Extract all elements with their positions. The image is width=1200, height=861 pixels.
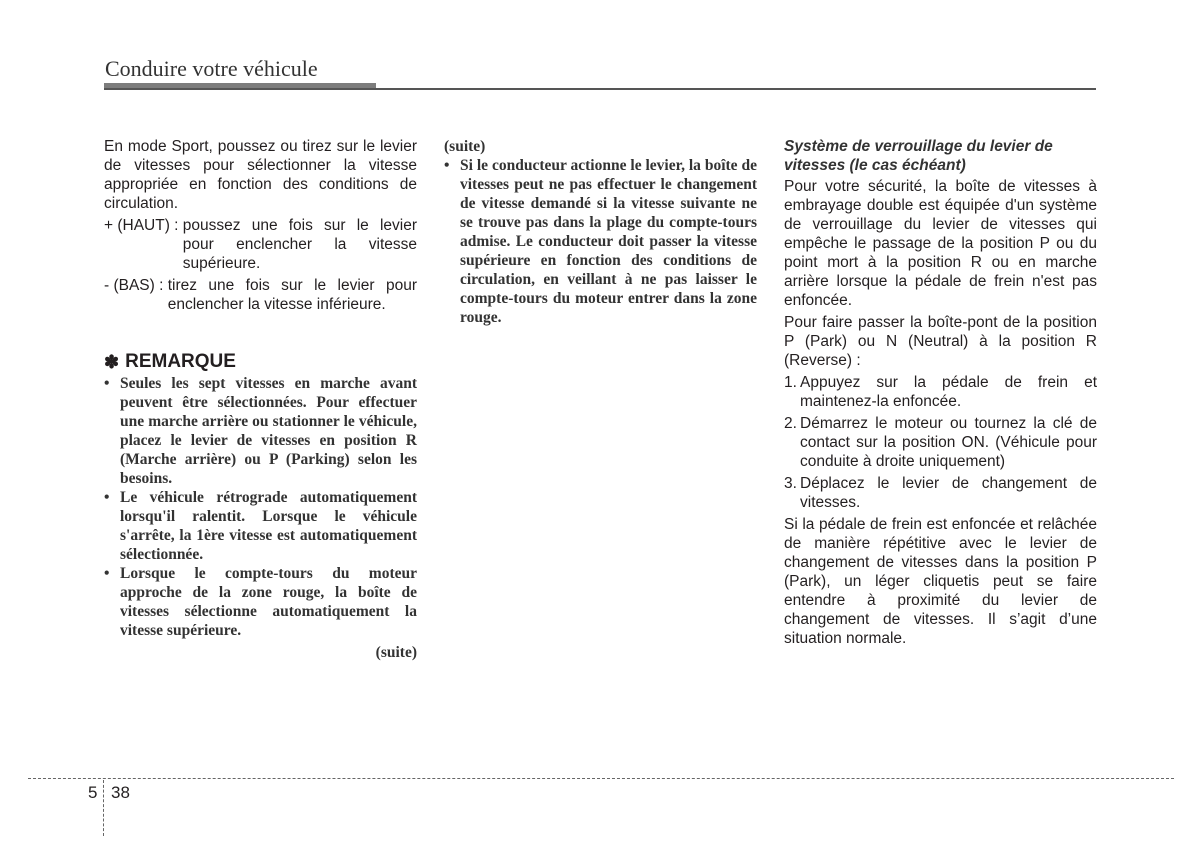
suite-label: (suite)	[375, 644, 417, 661]
paragraph: Pour faire passer la boîte-pont de la position P (Park) ou N (Neutral) à la position R (Reverse) :	[784, 314, 1097, 369]
list-item	[104, 488, 417, 564]
bullet-icon: •	[104, 565, 110, 582]
step-text: Déplacez le levier de changement de vitesses.	[800, 475, 1097, 511]
column-left	[104, 137, 417, 662]
step-number: 1.	[784, 374, 797, 391]
list-item	[104, 564, 417, 640]
footer-rule	[28, 778, 1174, 779]
step-number: 2.	[784, 415, 797, 432]
page-number: 38	[111, 783, 130, 802]
remarque-heading	[104, 350, 417, 374]
step-number: 3.	[784, 475, 797, 492]
column-right	[784, 137, 1097, 648]
list-item-text: Si le conducteur actionne le levier, la boîte de vitesses peut ne pas effectuer le changement de vitesse demandé si la vitesse suivante ne se trouve pas dans la plage du compte-tours admise. Le conducteur doit passer la vitesse supérieure en fonction des conditions de circulation, en veillant à ne pas laisser le compte-tours du moteur entrer dans la zone rouge.	[460, 157, 757, 326]
asterisk-icon: ✽	[104, 352, 120, 372]
header-rule	[104, 88, 1096, 90]
chapter-number: 5	[88, 783, 98, 802]
list-item	[784, 373, 1097, 411]
list-item	[784, 474, 1097, 512]
list-item	[444, 156, 757, 327]
suite-label: (suite)	[444, 138, 486, 155]
step-text: Appuyez sur la pédale de frein et maintenez-la enfoncée.	[800, 374, 1097, 410]
section-heading: Système de verrouillage du levier de vitesses (le cas échéant)	[784, 138, 1053, 174]
paragraph: Si la pédale de frein est enfoncée et relâchée de manière répétitive avec le levier de changement de vitesses dans la position P (Park), un léger cliquetis peut se faire entendre à proximité du levier de changement de vitesses. Il s’agit d’une situation normale.	[784, 516, 1097, 647]
list-item-text: Lorsque le compte-tours du moteur approche de la zone rouge, la boîte de vitesses sélectionne automatiquement la vitesse supérieure.	[120, 565, 417, 639]
bullet-icon: •	[444, 157, 450, 174]
steps-list	[784, 373, 1097, 512]
list-item	[104, 374, 417, 488]
paragraph: Pour votre sécurité, la boîte de vitesses à embrayage double est équipée d'un système de verrouillage du levier de vitesses qui empêche le passage de la position P ou du point mort à la position R ou en marche arrière lorsque la pédale de frein n'est pas enfoncée.	[784, 178, 1097, 309]
definition-text: poussez une fois sur le levier pour enclencher la vitesse supérieure.	[182, 217, 417, 272]
list-item-text: Le véhicule rétrograde automatiquement lorsqu'il ralentit. Lorsque le véhicule s'arrête, la 1ère vitesse est automatiquement sélectionnée.	[120, 489, 417, 563]
definition-term: + (HAUT) :	[104, 217, 183, 234]
definition-text: tirez une fois sur le levier pour enclencher la vitesse inférieure.	[167, 277, 417, 313]
intro-paragraph: En mode Sport, poussez ou tirez sur le levier de vitesses pour sélectionner la vitesse appropriée en fonction des conditions de circulation.	[104, 138, 417, 212]
continued-list	[444, 156, 757, 327]
definition-minus	[104, 276, 417, 314]
list-item-text: Seules les sept vitesses en marche avant peuvent être sélectionnées. Pour effectuer une marche arrière ou stationner le véhicule, placez le levier de vitesses en position R (Marche arrière) ou P (Parking) selon les besoins.	[120, 375, 417, 487]
definition-term: - (BAS) :	[104, 277, 168, 294]
column-middle	[444, 137, 757, 327]
bullet-icon: •	[104, 489, 110, 506]
page-title: Conduire votre véhicule	[105, 56, 318, 81]
remarque-title: REMARQUE	[125, 351, 236, 372]
footer-divider	[103, 780, 104, 836]
definition-plus	[104, 216, 417, 273]
remarque-list	[104, 374, 417, 640]
list-item	[784, 414, 1097, 471]
bullet-icon: •	[104, 375, 110, 392]
step-text: Démarrez le moteur ou tournez la clé de contact sur la position ON. (Véhicule pour conduite à droite uniquement)	[800, 415, 1097, 470]
